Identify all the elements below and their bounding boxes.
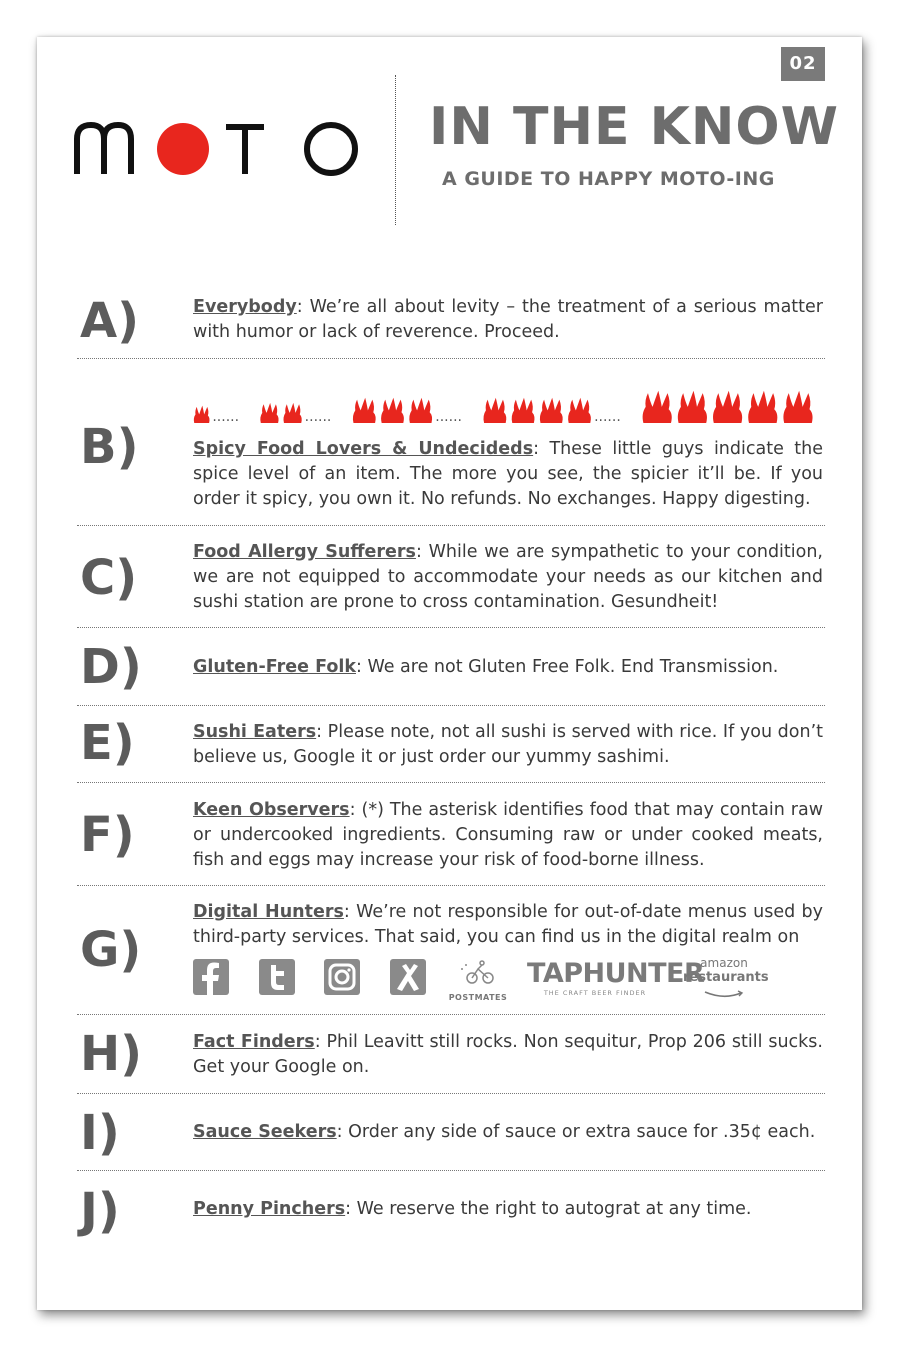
pepper-icon xyxy=(748,391,777,423)
item-f: Keen Observers: (*) The asterisk identifies food that may contain raw or undercooked ingredients. Consuming raw or under cooked meats, fish and eggs may increase your risk of food-borne illness. xyxy=(193,800,824,870)
digital-services xyxy=(193,957,833,1003)
item-letter-j: J) xyxy=(80,1183,120,1239)
page-title: IN THE KNOW xyxy=(429,97,839,157)
item-letter-e: E) xyxy=(80,715,135,771)
separator xyxy=(77,705,825,706)
amazon-label: amazon xyxy=(700,956,748,970)
postmates-icon xyxy=(448,957,508,987)
item-e: Sushi Eaters: Please note, not all sushi is served with rice. If you don’t believe us, Google it or just order our yummy sashimi. xyxy=(193,722,823,767)
taphunter-tagline: THE CRAFT BEER FINDER xyxy=(543,989,647,997)
postmates-label: POSTMATES xyxy=(448,993,508,1002)
separator xyxy=(77,782,825,783)
moto-logo xyxy=(74,117,364,177)
pepper-icon xyxy=(540,398,563,423)
item-j: Penny Pinchers: We reserve the right to autograt at any time. xyxy=(193,1199,752,1219)
item-c-label: Food Allergy Sufferers xyxy=(193,542,416,562)
amazon-restaurants-logo[interactable] xyxy=(683,956,769,1004)
item-f-text: (*) The asterisk identifies food that may contain raw or undercooked ingredients. Consuming raw or under cooked meats, fish and eggs may increase your risk of food-borne illness. xyxy=(193,800,824,870)
item-b-label: Spicy Food Lovers & Undecideds xyxy=(193,439,534,459)
item-c: Food Allergy Sufferers: While we are sympathetic to your condition, we are not equipped to accommodate your needs as our kitchen and sushi station are prone to cross contamination. Gesundheit! xyxy=(193,542,823,612)
pepper-icon xyxy=(483,398,506,423)
separator xyxy=(77,525,825,526)
pepper-icon xyxy=(512,398,535,423)
spice-separator-dots: ...... xyxy=(212,409,240,425)
pepper-icon xyxy=(678,391,707,423)
spice-level-2 xyxy=(260,403,301,423)
separator xyxy=(77,1093,825,1094)
spice-separator-dots: ...... xyxy=(304,409,332,425)
item-j-text: We reserve the right to autograt at any time. xyxy=(351,1199,752,1219)
item-letter-i: I) xyxy=(80,1105,120,1161)
page-number: 02 xyxy=(781,47,825,81)
separator xyxy=(77,1014,825,1015)
item-g-text: We’re not responsible for out-of-date menus used by third-party services. That said, you can find us in the digital realm on xyxy=(193,902,823,947)
item-letter-c: C) xyxy=(80,550,138,606)
item-i-label: Sauce Seekers xyxy=(193,1122,337,1142)
spice-separator-dots: ...... xyxy=(594,409,621,425)
pepper-icon xyxy=(283,403,301,423)
taphunter-logo[interactable] xyxy=(527,958,705,997)
spice-separator-dots: ...... xyxy=(435,409,462,425)
pepper-icon xyxy=(783,391,812,423)
item-d-label: Gluten-Free Folk xyxy=(193,657,356,677)
item-a-label: Everybody xyxy=(193,297,297,317)
item-letter-d: D) xyxy=(80,639,142,695)
item-c-text: While we are sympathetic to your condition, we are not equipped to accommodate your needs as our kitchen and sushi station are prone to cross contamination. Gesundheit! xyxy=(193,542,823,612)
item-i: Sauce Seekers: Order any side of sauce or extra sauce for .35¢ each. xyxy=(193,1122,816,1142)
item-letter-b: B) xyxy=(80,419,139,475)
pepper-icon xyxy=(381,398,404,423)
item-letter-a: A) xyxy=(80,293,140,349)
item-a: Everybody: We’re all about levity – the treatment of a serious matter with humor or lack of reverence. Proceed. xyxy=(193,297,823,342)
item-letter-h: H) xyxy=(80,1026,143,1082)
item-e-text: Please note, not all sushi is served with rice. If you don’t believe us, Google it or just order our yummy sashimi. xyxy=(193,722,823,767)
separator xyxy=(77,627,825,628)
pepper-icon xyxy=(713,391,742,423)
item-e-label: Sushi Eaters xyxy=(193,722,317,742)
item-h: Fact Finders: Phil Leavitt still rocks. Non sequitur, Prop 206 still sucks. Get your Google on. xyxy=(193,1032,823,1077)
separator xyxy=(77,1170,825,1171)
item-letter-f: F) xyxy=(80,807,135,863)
item-i-text: Order any side of sauce or extra sauce for .35¢ each. xyxy=(342,1122,816,1142)
item-h-label: Fact Finders xyxy=(193,1032,315,1052)
item-letter-g: G) xyxy=(80,922,142,978)
item-a-text: We’re all about levity – the treatment of a serious matter with humor or lack of reverence. Proceed. xyxy=(193,297,823,342)
spice-level-5 xyxy=(643,391,813,423)
item-f-label: Keen Observers xyxy=(193,800,350,820)
restaurants-label: restaurants xyxy=(683,970,769,985)
page-subtitle: A GUIDE TO HAPPY MOTO-ING xyxy=(442,168,775,190)
item-d: Gluten-Free Folk: We are not Gluten Free Folk. End Transmission. xyxy=(193,657,779,677)
spice-scale xyxy=(193,385,833,425)
spice-level-3 xyxy=(353,398,432,423)
taphunter-name: TAPHUNTER xyxy=(527,958,705,989)
item-b: Spicy Food Lovers & Undecideds: These little guys indicate the spice level of an item. The more you see, the spicier it’ll be. If you order it spicy, you own it. No refunds. No exchanges. Happy digesting. xyxy=(193,439,823,509)
item-j-label: Penny Pinchers xyxy=(193,1199,346,1219)
menu-page xyxy=(37,37,862,1310)
item-g-label: Digital Hunters xyxy=(193,902,344,922)
pepper-icon xyxy=(353,398,376,423)
item-d-text: We are not Gluten Free Folk. End Transmission. xyxy=(361,657,779,677)
twitter-icon[interactable] xyxy=(259,959,295,995)
amazon-smile-icon xyxy=(683,990,765,1000)
header-divider xyxy=(395,75,396,225)
spice-level-4 xyxy=(483,398,590,423)
pepper-icon xyxy=(568,398,591,423)
pepper-icon xyxy=(260,403,278,423)
item-b-text: These little guys indicate the spice level of an item. The more you see, the spicier it’ll be. If you order it spicy, you own it. No refunds. No exchanges. Happy digesting. xyxy=(193,439,823,509)
spice-level-1 xyxy=(194,406,210,423)
item-h-text: Phil Leavitt still rocks. Non sequitur, Prop 206 still sucks. Get your Google on. xyxy=(193,1032,823,1077)
pepper-icon xyxy=(643,391,672,423)
item-g: Digital Hunters: We’re not responsible for out-of-date menus used by third-party services. That said, you can find us in the digital realm on xyxy=(193,902,823,947)
pepper-icon xyxy=(409,398,432,423)
facebook-icon[interactable] xyxy=(193,959,229,995)
separator xyxy=(77,885,825,886)
postmates-logo[interactable] xyxy=(448,957,508,1003)
pepper-icon xyxy=(194,406,210,423)
yelp-icon[interactable] xyxy=(390,959,426,995)
instagram-icon[interactable] xyxy=(324,959,360,995)
separator xyxy=(77,358,825,359)
